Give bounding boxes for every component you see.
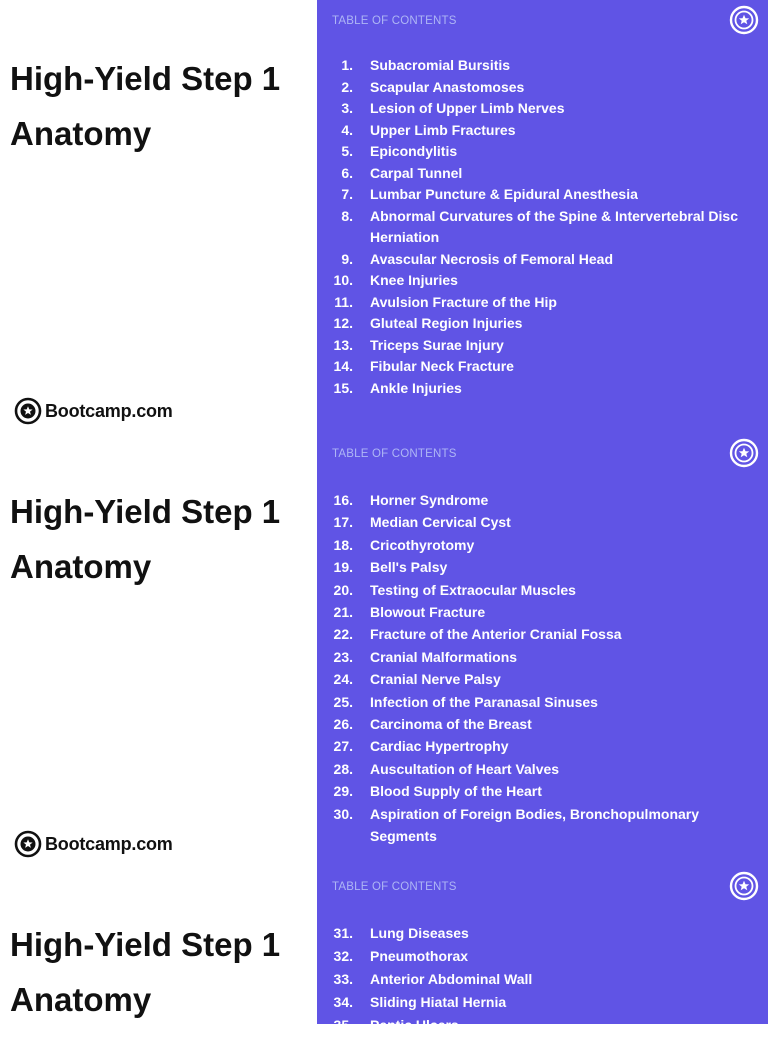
toc-item-number: 4. xyxy=(341,121,353,138)
badge-star-icon xyxy=(729,5,759,35)
toc-item-label: Lesion of Upper Limb Nerves xyxy=(370,100,565,116)
toc-item-label: Avascular Necrosis of Femoral Head xyxy=(370,250,614,267)
toc-item[interactable] xyxy=(317,356,768,378)
toc-item-label: Cardiac Hypertrophy xyxy=(370,738,509,755)
toc-item-number: 18. xyxy=(333,536,353,553)
toc-item-number: 20. xyxy=(333,581,353,598)
toc-item-label: Triceps Surae Injury xyxy=(370,336,504,353)
toc-item-number: 23. xyxy=(333,648,353,665)
toc-item[interactable] xyxy=(317,335,768,357)
toc-item-label: Ankle Injuries xyxy=(370,379,462,396)
toc-item-label: Auscultation of Heart Valves xyxy=(370,760,560,777)
toc-panel xyxy=(317,866,768,1033)
cover-panel xyxy=(0,433,317,866)
toc-item-label: Upper Limb Fractures xyxy=(370,121,516,138)
toc-item-number: 31. xyxy=(333,925,353,941)
toc-item[interactable] xyxy=(317,1014,768,1037)
toc-item[interactable] xyxy=(317,945,768,968)
toc-item-label: Knee Injuries xyxy=(370,272,458,288)
toc-item-label: Blowout Fracture xyxy=(370,604,486,621)
toc-item-label: Carcinoma of the Breast xyxy=(370,716,532,733)
toc-item-label: Abnormal Curvatures of the Spine & Intervertebral Disc Herniation xyxy=(370,207,738,245)
toc-item-label: Peptic Ulcers xyxy=(370,1017,459,1033)
toc-item[interactable] xyxy=(317,579,768,601)
toc-item[interactable] xyxy=(317,313,768,335)
page-title xyxy=(10,484,310,594)
bootcamp-logo-icon xyxy=(14,830,42,858)
toc-item-label: Median Cervical Cyst xyxy=(370,514,511,531)
toc-item-number: 14. xyxy=(333,358,353,374)
toc-item-number: 13. xyxy=(333,336,353,353)
toc-item-label: Epicondylitis xyxy=(370,143,458,159)
toc-item-number: 5. xyxy=(341,143,353,159)
toc-item-label: Aspiration of Foreign Bodies, Bronchopulmonary Segments xyxy=(370,805,700,845)
cover-panel xyxy=(0,866,317,1024)
toc-item-label: Bell's Palsy xyxy=(370,559,448,576)
toc-item[interactable] xyxy=(317,141,768,163)
toc-item-number: 34. xyxy=(333,994,353,1010)
toc-item[interactable] xyxy=(317,601,768,623)
toc-item[interactable] xyxy=(317,206,768,249)
toc-item[interactable] xyxy=(317,77,768,99)
toc-item-number: 29. xyxy=(333,783,353,800)
toc-item[interactable] xyxy=(317,292,768,314)
toc-item-number: 10. xyxy=(333,272,353,288)
title-line-2: Anatomy xyxy=(10,115,152,152)
toc-item-label: Sliding Hiatal Hernia xyxy=(370,994,507,1010)
toc-item-number: 9. xyxy=(341,250,353,267)
toc-item-label: Lumbar Puncture & Epidural Anesthesia xyxy=(370,186,638,202)
toc-panel xyxy=(317,0,768,433)
toc-item-label: Pneumothorax xyxy=(370,948,469,964)
toc-item[interactable] xyxy=(317,922,768,945)
toc-item[interactable] xyxy=(317,120,768,142)
toc-item-label: Gluteal Region Injuries xyxy=(370,315,523,331)
title-line-1: High-Yield Step 1 xyxy=(10,60,281,97)
toc-item-label: Cricothyrotomy xyxy=(370,536,475,553)
toc-item[interactable] xyxy=(317,511,768,533)
toc-item-number: 27. xyxy=(333,738,353,755)
toc-item[interactable] xyxy=(317,623,768,645)
toc-item-number: 3. xyxy=(341,100,353,116)
toc-panel xyxy=(317,433,768,866)
toc-item[interactable] xyxy=(317,803,768,848)
toc-page-1 xyxy=(0,0,768,433)
toc-item[interactable] xyxy=(317,668,768,690)
toc-item-label: Infection of the Paranasal Sinuses xyxy=(370,693,598,710)
toc-item-label: Fibular Neck Fracture xyxy=(370,358,514,374)
toc-item-number: 32. xyxy=(333,948,353,964)
toc-item-number: 2. xyxy=(341,78,353,95)
toc-item-number: 7. xyxy=(341,186,353,202)
badge-star-icon xyxy=(729,871,759,901)
toc-item-number: 21. xyxy=(333,604,353,621)
toc-item-label: Testing of Extraocular Muscles xyxy=(370,581,576,598)
toc-item[interactable] xyxy=(317,378,768,400)
toc-item-number: 15. xyxy=(333,379,353,396)
title-line-1: High-Yield Step 1 xyxy=(10,493,281,530)
title-line-2: Anatomy xyxy=(10,548,152,585)
toc-item[interactable] xyxy=(317,758,768,780)
page-title xyxy=(10,51,310,161)
badge-star-icon xyxy=(729,438,759,468)
toc-item-number: 19. xyxy=(333,559,353,576)
toc-item-number: 16. xyxy=(333,492,353,508)
toc-item[interactable] xyxy=(317,163,768,185)
toc-item-label: Fracture of the Anterior Cranial Fossa xyxy=(370,626,622,643)
toc-item-label: Cranial Malformations xyxy=(370,648,518,665)
toc-item[interactable] xyxy=(317,249,768,271)
bootcamp-logo-icon xyxy=(14,397,42,425)
toc-item[interactable] xyxy=(317,55,768,77)
toc-item-label: Cranial Nerve Palsy xyxy=(370,671,501,688)
toc-item-number: 24. xyxy=(333,671,353,688)
toc-item[interactable] xyxy=(317,780,768,802)
toc-item[interactable] xyxy=(317,735,768,757)
toc-item-number: 25. xyxy=(333,693,353,710)
toc-item[interactable] xyxy=(317,691,768,713)
toc-page-3 xyxy=(0,866,768,1033)
toc-item-number: 26. xyxy=(333,716,353,733)
toc-item-label: Avulsion Fracture of the Hip xyxy=(370,293,557,310)
brand-logo[interactable] xyxy=(14,396,173,426)
toc-item-label: Horner Syndrome xyxy=(370,492,489,508)
toc-item-number: 11. xyxy=(334,293,353,310)
toc-item-number: 17. xyxy=(333,514,353,531)
toc-item-number: 22. xyxy=(333,626,353,643)
toc-item-number: 28. xyxy=(333,760,353,777)
toc-item-label: Lung Diseases xyxy=(370,925,469,941)
toc-item-label: Anterior Abdominal Wall xyxy=(370,971,533,987)
toc-item-number: 35. xyxy=(333,1017,353,1033)
toc-item[interactable] xyxy=(317,991,768,1014)
title-line-1: High-Yield Step 1 xyxy=(10,926,281,963)
toc-item-number: 12. xyxy=(333,315,353,331)
cover-panel xyxy=(0,0,317,433)
toc-item[interactable] xyxy=(317,713,768,735)
toc-item[interactable] xyxy=(317,98,768,120)
toc-item-number: 1. xyxy=(341,57,353,73)
title-line-2: Anatomy xyxy=(10,981,152,1018)
toc-header: TABLE OF CONTENTS xyxy=(332,15,457,27)
brand-name: Bootcamp.com xyxy=(45,833,173,854)
toc-item-number: 33. xyxy=(333,971,353,987)
brand-name: Bootcamp.com xyxy=(45,400,173,421)
toc-item[interactable] xyxy=(317,534,768,556)
page-title xyxy=(10,917,310,1027)
toc-item[interactable] xyxy=(317,184,768,206)
toc-item-label: Subacromial Bursitis xyxy=(370,57,511,73)
toc-list xyxy=(317,55,768,399)
toc-list xyxy=(317,489,768,848)
toc-item-number: 8. xyxy=(341,207,353,224)
toc-list xyxy=(317,922,768,1037)
toc-page-2 xyxy=(0,433,768,866)
toc-item[interactable] xyxy=(317,556,768,578)
toc-item-label: Carpal Tunnel xyxy=(370,164,463,181)
toc-item-label: Scapular Anastomoses xyxy=(370,78,525,95)
toc-item[interactable] xyxy=(317,489,768,511)
toc-item[interactable] xyxy=(317,270,768,292)
brand-logo[interactable] xyxy=(14,829,173,859)
toc-header: TABLE OF CONTENTS xyxy=(332,881,457,893)
toc-item-label: Blood Supply of the Heart xyxy=(370,783,542,800)
toc-header: TABLE OF CONTENTS xyxy=(332,448,457,460)
toc-item-number: 6. xyxy=(341,164,353,181)
toc-item[interactable] xyxy=(317,646,768,668)
toc-item[interactable] xyxy=(317,968,768,991)
toc-item-number: 30. xyxy=(333,805,353,822)
